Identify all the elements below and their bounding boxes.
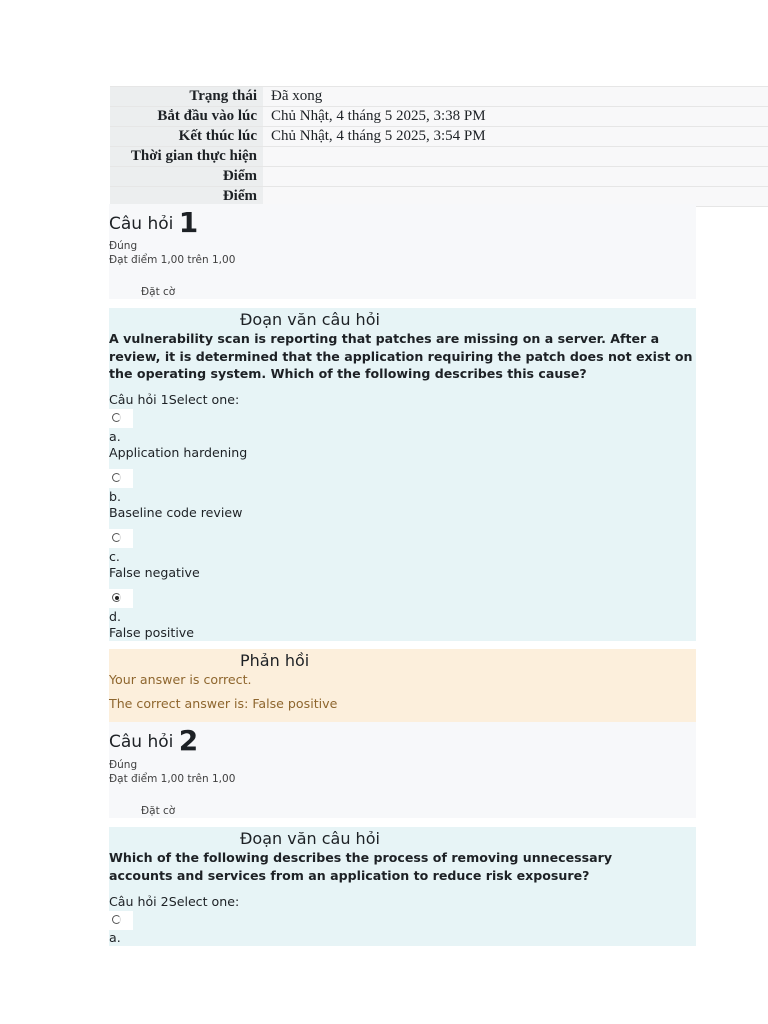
question-number: 2: [178, 724, 199, 757]
question-state: Đúng: [109, 240, 138, 252]
option-text[interactable]: False negative: [109, 565, 200, 580]
summary-label: Thời gian thực hiện: [110, 147, 263, 166]
option-letter: b.: [109, 489, 121, 504]
option-letter: c.: [109, 549, 120, 564]
question-1-content: [109, 308, 696, 641]
radio-icon: [112, 413, 121, 422]
answer-prompt: Câu hỏi 2Select one:: [109, 894, 240, 909]
question-1-info: [109, 204, 696, 299]
question-2-content: [109, 827, 696, 946]
summary-label: Bắt đầu vào lúc: [110, 107, 263, 126]
answer-option-b-radio[interactable]: [109, 469, 133, 488]
question-title: [109, 724, 199, 757]
question-state: Đúng: [109, 759, 138, 771]
summary-label: Trạng thái: [110, 87, 263, 106]
summary-value: [263, 167, 768, 186]
summary-label: Điểm: [110, 167, 263, 186]
summary-value: Chủ Nhật, 4 tháng 5 2025, 3:54 PM: [263, 127, 768, 146]
summary-label: Điểm: [110, 187, 263, 206]
option-text[interactable]: Application hardening: [109, 445, 248, 460]
feedback-heading: Phản hồi: [240, 651, 310, 670]
radio-icon: [112, 915, 121, 924]
answer-option-d-radio[interactable]: [109, 589, 133, 608]
option-text[interactable]: Baseline code review: [109, 505, 243, 520]
option-letter: a.: [109, 930, 121, 945]
flag-question-button[interactable]: Đặt cờ: [141, 805, 176, 817]
option-letter: d.: [109, 609, 121, 624]
question-text-heading: Đoạn văn câu hỏi: [240, 310, 380, 329]
option-text[interactable]: False positive: [109, 625, 195, 640]
summary-row-duration: [110, 146, 768, 166]
summary-row-marks: [110, 166, 768, 186]
question-title-prefix: Câu hỏi: [109, 732, 174, 752]
summary-row-started: [110, 106, 768, 126]
question-2-info: [109, 722, 696, 818]
question-title: [109, 206, 199, 239]
question-title-prefix: Câu hỏi: [109, 214, 174, 234]
answer-option-a-radio[interactable]: [109, 911, 133, 930]
answer-prompt: Câu hỏi 1Select one:: [109, 392, 240, 407]
radio-icon: [112, 473, 121, 482]
question-text-heading: Đoạn văn câu hỏi: [240, 829, 380, 848]
summary-label: Kết thúc lúc: [110, 127, 263, 146]
summary-value: Chủ Nhật, 4 tháng 5 2025, 3:38 PM: [263, 107, 768, 126]
summary-value: [263, 147, 768, 166]
question-grade: Đạt điểm 1,00 trên 1,00: [109, 254, 236, 266]
attempt-summary-table: [110, 86, 768, 207]
question-text: Which of the following describes the process of removing unnecessary accounts and services from an application to reduce risk exposure?: [109, 850, 613, 883]
flag-question-button[interactable]: Đặt cờ: [141, 286, 176, 298]
answer-option-a-radio[interactable]: [109, 409, 133, 428]
feedback-correct-answer: The correct answer is: False positive: [109, 696, 338, 711]
question-number: 1: [178, 206, 199, 239]
option-letter: a.: [109, 429, 121, 444]
radio-checked-icon: [112, 593, 121, 602]
answer-option-c-radio[interactable]: [109, 529, 133, 548]
summary-value: Đã xong: [263, 87, 768, 106]
question-grade: Đạt điểm 1,00 trên 1,00: [109, 773, 236, 785]
summary-row-status: [110, 86, 768, 106]
question-text: A vulnerability scan is reporting that patches are missing on a server. After a review, it is determined that the application requiring the patch does not exist on the operating system. Which of the following describes this cause?: [109, 331, 693, 381]
radio-icon: [112, 533, 121, 542]
question-1-feedback: [109, 649, 696, 722]
feedback-result: Your answer is correct.: [109, 672, 252, 687]
summary-row-completed: [110, 126, 768, 146]
